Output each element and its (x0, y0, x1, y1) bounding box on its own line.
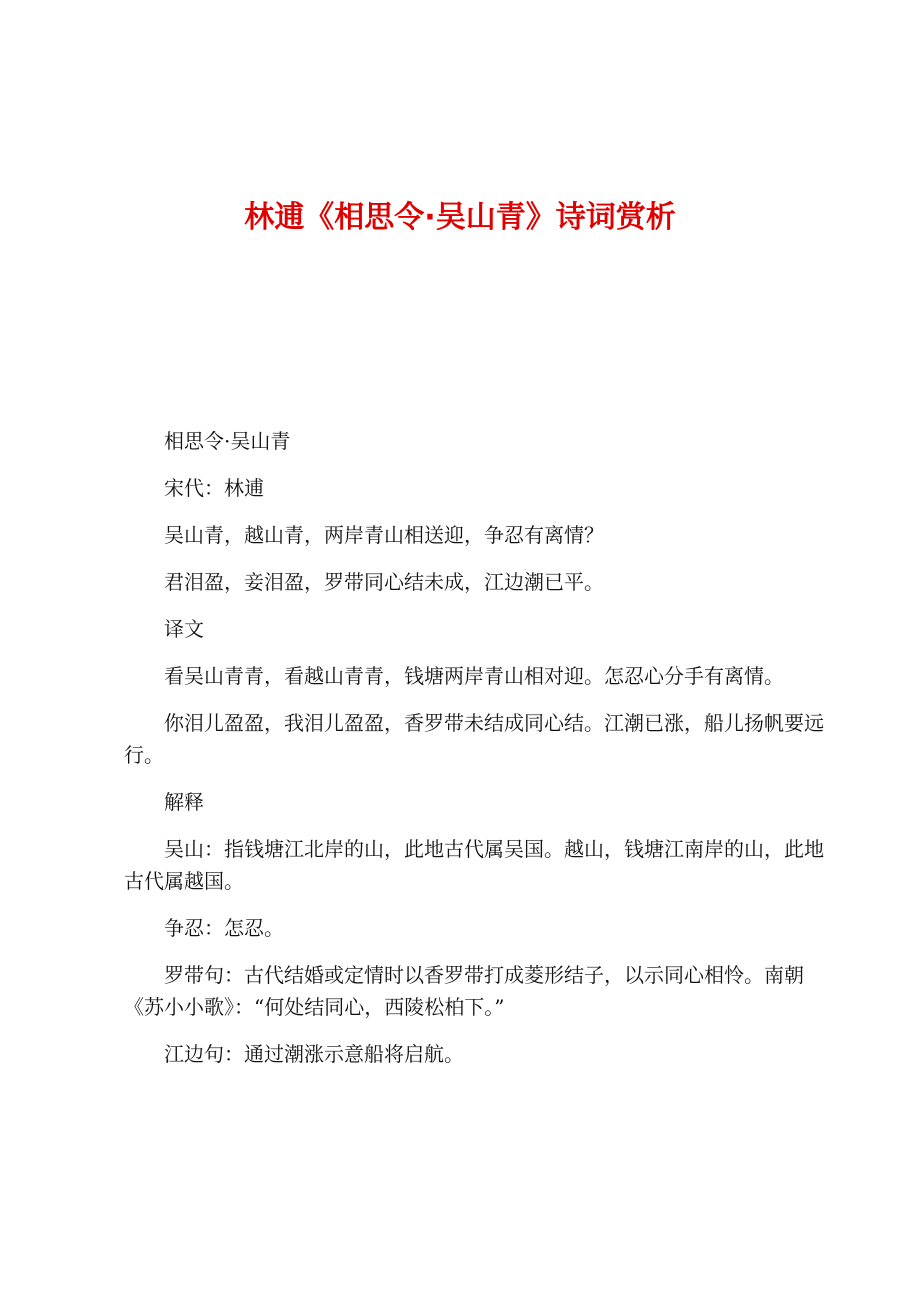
note-paragraph-3: 罗带句：古代结婚或定情时以香罗带打成菱形结子，以示同心相怜。南朝《苏小小歌》：“何处结同心，西陵松柏下。” (124, 963, 804, 1019)
page-title: 林逋《相思令·吴山青》诗词赏析 (244, 200, 676, 235)
note-paragraph-1: 吴山：指钱塘江北岸的山，此地古代属吴国。越山，钱塘江南岸的山，此地古代属越国。 (124, 837, 824, 893)
poem-title: 相思令·吴山青 (164, 429, 291, 453)
poem-line-2: 君泪盈，妾泪盈，罗带同心结未成，江边潮已平。 (164, 570, 604, 594)
translation-paragraph-2: 你泪儿盈盈，我泪儿盈盈，香罗带未结成同心结。江潮已涨，船儿扬帆要远行。 (124, 711, 824, 767)
poem-line-1: 吴山青，越山青，两岸青山相送迎，争忍有离情？ (164, 523, 604, 547)
section-heading-notes: 解释 (164, 790, 204, 814)
poem-author: 宋代：林逋 (164, 476, 264, 500)
document-body (124, 425, 824, 1085)
note-paragraph-4: 江边句：通过潮涨示意船将启航。 (164, 1042, 464, 1066)
section-heading-translation: 译文 (164, 617, 204, 641)
translation-paragraph-1: 看吴山青青，看越山青青，钱塘两岸青山相对迎。怎忍心分手有离情。 (164, 664, 784, 688)
note-paragraph-2: 争忍：怎忍。 (164, 916, 284, 940)
